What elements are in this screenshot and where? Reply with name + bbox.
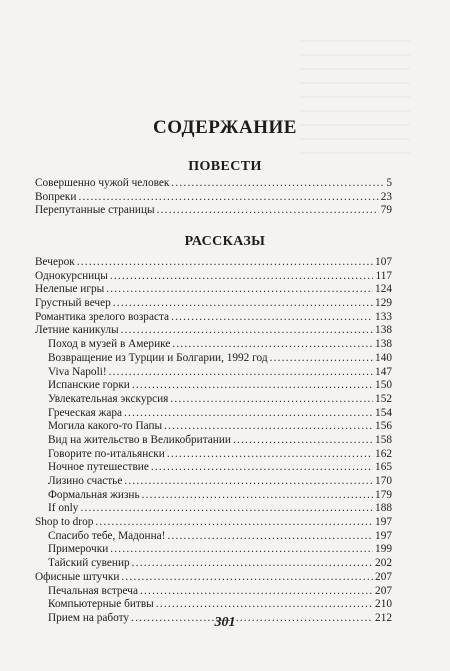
dot-leader <box>132 557 373 571</box>
toc-entry <box>35 461 392 475</box>
page-title: СОДЕРЖАНИЕ <box>153 117 297 138</box>
toc-entry <box>35 270 392 284</box>
section-title-povesti: ПОВЕСТИ <box>188 159 262 174</box>
toc-entry <box>35 407 392 421</box>
toc-entry-title: Вопреки <box>35 190 77 203</box>
toc-entry-page: 138 <box>375 338 392 351</box>
toc-entry-title: Однокурсницы <box>35 269 108 282</box>
toc-entry <box>35 283 392 297</box>
toc-entry <box>35 338 392 352</box>
toc-entry-title: Греческая жара <box>48 406 123 419</box>
toc-entry-title: Ночное путешествие <box>48 461 149 474</box>
toc-entry <box>35 311 392 325</box>
toc-entry-title: Офисные штучки <box>35 570 120 583</box>
toc-entry-title: Перепутанные страницы <box>35 204 155 217</box>
toc-entry-page: 170 <box>375 475 392 487</box>
toc-entry-page: 124 <box>375 283 392 296</box>
toc-entry-title: Печальная встреча <box>48 584 138 597</box>
toc-entry-title: Летние каникулы <box>35 324 119 337</box>
dot-leader <box>106 283 373 297</box>
toc-entry-title: Романтика зрелого возраста <box>35 310 170 323</box>
toc-entry <box>35 324 392 338</box>
toc-entry <box>35 434 392 448</box>
toc-entry-page: 129 <box>375 297 392 310</box>
dot-leader <box>121 324 373 338</box>
section-title-rasskazy: РАССКАЗЫ <box>184 234 266 249</box>
toc-entry <box>35 352 392 366</box>
dot-leader <box>151 461 373 475</box>
toc-entry <box>35 475 392 489</box>
toc-entry <box>35 297 392 311</box>
dot-leader <box>171 177 384 191</box>
toc-entry-page: 207 <box>375 584 392 597</box>
toc-entry-page: 140 <box>375 351 392 364</box>
dot-leader <box>95 516 373 530</box>
toc-entry <box>35 543 392 557</box>
toc-list-povesti <box>35 177 392 218</box>
toc-entry-page: 188 <box>375 502 392 515</box>
dot-leader <box>142 489 373 503</box>
toc-entry-title: Вечерок <box>35 256 75 268</box>
dot-leader <box>109 366 373 380</box>
toc-entry-page: 212 <box>375 611 392 624</box>
toc-entry-title: Грустный вечер <box>35 297 111 310</box>
toc-entry <box>35 379 392 393</box>
toc-entry-page: 152 <box>375 392 392 405</box>
toc-entry-page: 5 <box>386 177 392 189</box>
toc-entry <box>35 502 392 516</box>
toc-entry-page: 162 <box>375 447 392 460</box>
dot-leader <box>157 204 379 218</box>
toc-entry-title: If only <box>48 502 79 515</box>
toc-entry <box>35 557 392 571</box>
page-number: 301 <box>214 615 236 630</box>
dot-leader <box>124 407 373 421</box>
toc-entry-page: 147 <box>375 365 392 378</box>
toc-entry-title: Совершенно чужой человек <box>35 177 170 189</box>
toc-entry-title: Вид на жительство в Великобритании <box>48 433 231 446</box>
show-through-text <box>300 40 410 160</box>
dot-leader <box>121 571 373 585</box>
toc-entry-title: Viva Napoli! <box>48 365 107 378</box>
toc-entry-page: 79 <box>380 204 392 217</box>
toc-entry-page: 199 <box>375 543 392 556</box>
dot-leader <box>164 420 373 434</box>
toc-list-rasskazy <box>35 256 392 626</box>
dot-leader <box>77 256 373 270</box>
toc-entry-page: 150 <box>375 379 392 392</box>
toc-entry <box>35 585 392 599</box>
toc-entry <box>35 393 392 407</box>
dot-leader <box>233 434 373 448</box>
toc-entry-title: Прием на работу <box>48 611 130 624</box>
dot-leader <box>167 530 373 544</box>
toc-entry <box>35 489 392 503</box>
toc-entry <box>35 420 392 434</box>
toc-entry <box>35 571 392 585</box>
toc-entry <box>35 530 392 544</box>
toc-entry-page: 210 <box>375 598 392 611</box>
toc-entry-title: Примерочки <box>48 543 109 556</box>
dot-leader <box>167 448 373 462</box>
toc-entry-page: 207 <box>375 570 392 583</box>
dot-leader <box>132 379 373 393</box>
toc-entry <box>35 191 392 205</box>
toc-entry <box>35 177 392 191</box>
dot-leader <box>113 297 373 311</box>
toc-entry <box>35 204 392 218</box>
toc-entry-title: Увлекательная экскурсия <box>48 392 169 405</box>
toc-entry-title: Нелепые игры <box>35 283 105 296</box>
dot-leader <box>80 502 373 516</box>
toc-entry-page: 156 <box>375 420 392 433</box>
toc-entry-page: 133 <box>375 310 392 323</box>
dot-leader <box>170 393 373 407</box>
toc-entry-title: Компьютерные битвы <box>48 598 154 611</box>
toc-entry <box>35 366 392 380</box>
toc-entry-page: 138 <box>375 324 392 337</box>
toc-entry-title: Лизино счастье <box>48 475 123 487</box>
toc-entry-page: 197 <box>375 529 392 542</box>
toc-entry-page: 158 <box>375 433 392 446</box>
dot-leader <box>78 191 378 205</box>
toc-entry <box>35 256 392 270</box>
toc-entry-title: Спасибо тебе, Мадонна! <box>48 529 166 542</box>
toc-entry-page: 154 <box>375 406 392 419</box>
dot-leader <box>171 311 373 325</box>
toc-entry-page: 179 <box>375 488 392 501</box>
dot-leader <box>270 352 373 366</box>
toc-entry-page: 197 <box>375 516 392 529</box>
toc-entry-page: 23 <box>380 190 392 203</box>
toc-entry-title: Могила какого-то Папы <box>48 420 163 433</box>
toc-entry <box>35 598 392 612</box>
toc-entry <box>35 516 392 530</box>
toc-entry-title: Возвращение из Турции и Болгарии, 1992 год <box>48 351 268 364</box>
dot-leader <box>124 475 373 489</box>
dot-leader <box>110 543 373 557</box>
toc-entry-title: Говорите по-итальянски <box>48 447 165 460</box>
dot-leader <box>172 338 373 352</box>
toc-entry-page: 165 <box>375 461 392 474</box>
toc-entry-title: Shop to drop <box>35 516 94 529</box>
toc-entry-page: 107 <box>375 256 392 268</box>
toc-entry-page: 117 <box>375 269 392 282</box>
dot-leader <box>156 598 373 612</box>
dot-leader <box>110 270 374 284</box>
toc-entry <box>35 448 392 462</box>
toc-entry-title: Тайский сувенир <box>48 557 130 570</box>
toc-entry-title: Поход в музей в Америке <box>48 338 171 351</box>
toc-entry-title: Испанские горки <box>48 379 130 392</box>
dot-leader <box>140 585 373 599</box>
toc-entry-page: 202 <box>375 557 392 570</box>
toc-entry-title: Формальная жизнь <box>48 488 140 501</box>
